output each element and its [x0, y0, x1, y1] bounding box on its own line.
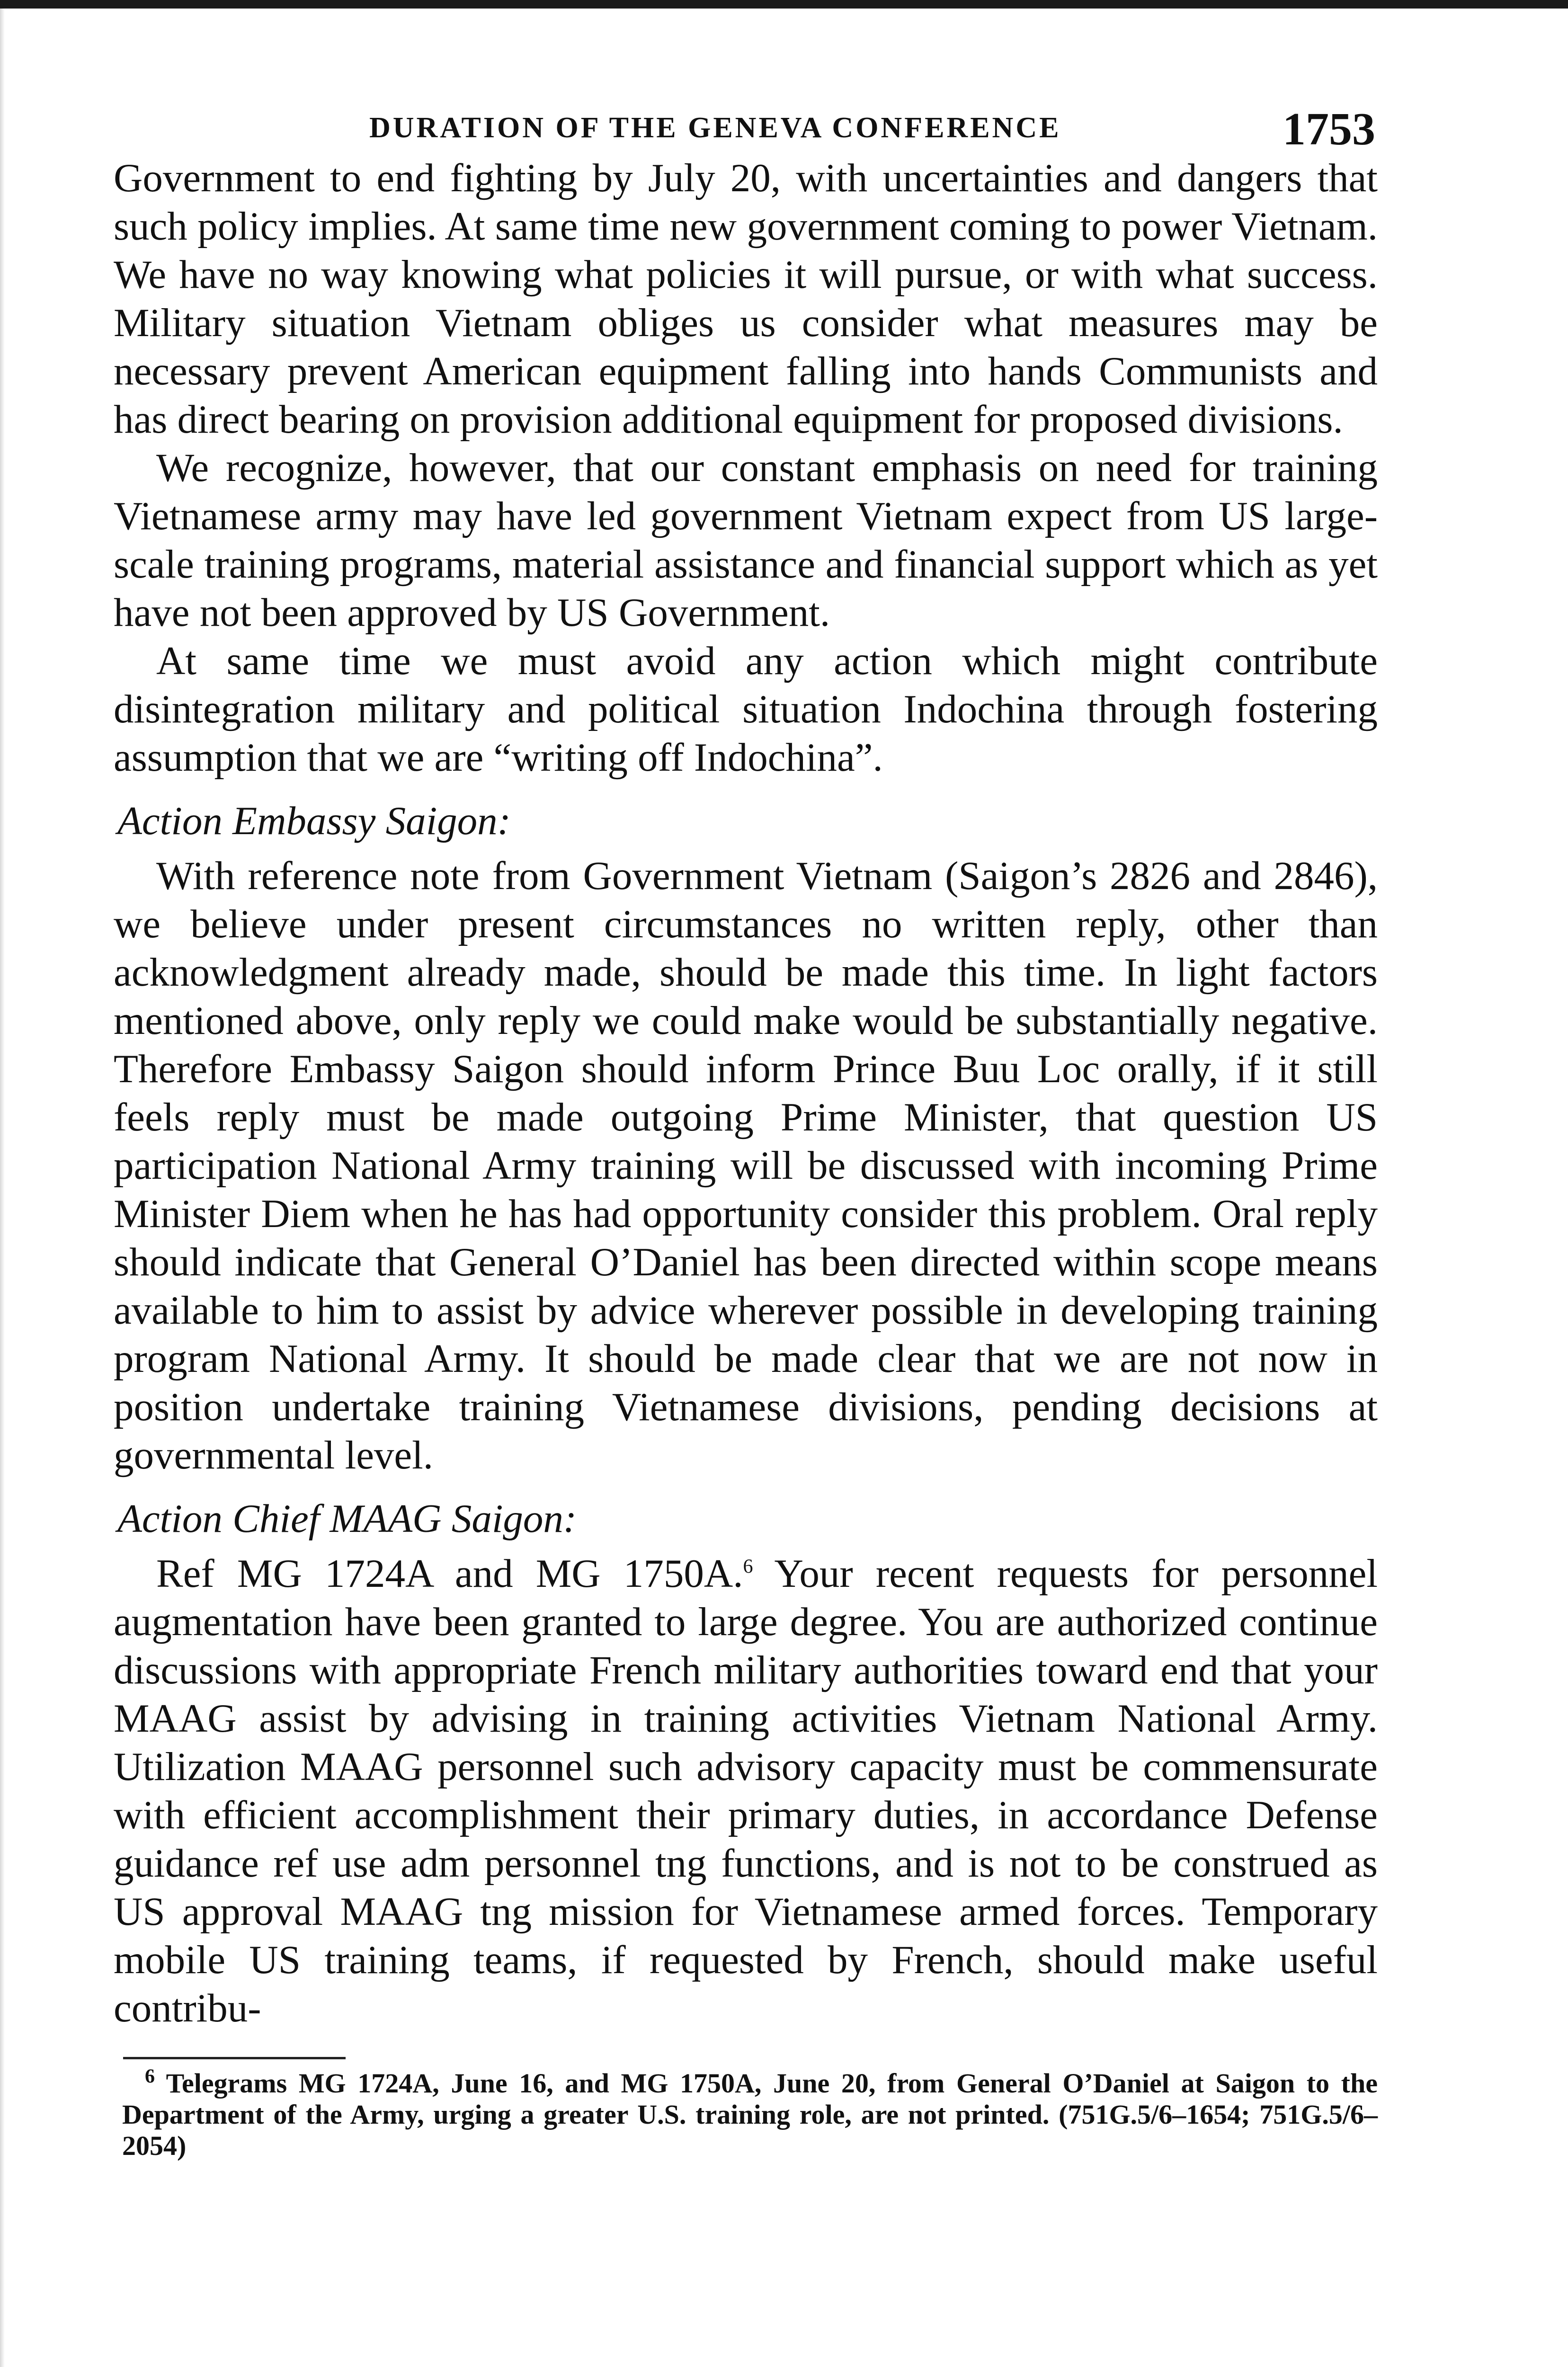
heading-action-chief-maag-saigon: Action Chief MAAG Saigon:	[117, 1496, 577, 1541]
footnote-divider	[123, 2057, 346, 2059]
body-text	[114, 154, 1378, 2032]
footnote	[114, 2065, 1378, 2162]
page-number: 1753	[1283, 104, 1375, 155]
footnote-text: Telegrams MG 1724A, June 16, and MG 1750A, June 20, from General O’Daniel at Saigon to the Department of the Army, urging a greater U.S. training role, are not printed. (751G.5/6–1654; 751G.5/6–2054)	[122, 2068, 1378, 2161]
footnote-reference-marker: 6	[743, 1556, 753, 1578]
running-title: DURATION OF THE GENEVA CONFERENCE	[369, 112, 1061, 144]
document-page	[114, 97, 1378, 2162]
top-scan-border	[0, 0, 1568, 9]
left-scan-edge	[0, 9, 5, 2367]
paragraph-5-rest: Your recent requests for personnel augmentation have been granted to large degree. You are authorized continue discussions with appropriate French military authorities toward end that your MAAG assist by advising in training activities Vietnam National Army. Utilization MAAG personnel such advisory capacity must be commensurate with efficient accomplishment their primary duties, in accordance Defense guidance ref use adm personnel tng functions, and is not to be construed as US approval MAAG tng mission for Vietnamese armed forces. Temporary mobile US training teams, if requested by French, should make useful contribu-	[114, 1551, 1378, 2030]
footnote-marker: 6	[145, 2065, 155, 2088]
paragraph-2: We recognize, however, that our constant emphasis on need for training Vietnamese army may have led government Vietnam expect from US large-scale training programs, material assistance and financial support which as yet have not been approved by US Government.	[114, 445, 1378, 635]
paragraph-3: At same time we must avoid any action which might contribute disintegration military and political situation Indochina through fostering assumption that we are “writing off Indochina”.	[114, 639, 1378, 780]
running-header	[114, 97, 1378, 154]
heading-action-embassy-saigon: Action Embassy Saigon:	[117, 799, 511, 843]
paragraph-1: Government to end fighting by July 20, with uncertainties and dangers that such policy implies. At same time new government coming to power Vietnam. We have no way knowing what policies it will pursue, or with what success. Military situation Vietnam obliges us consider what measures may be necessary prevent American equipment falling into hands Communists and has direct bearing on provision additional equipment for proposed divisions.	[114, 156, 1378, 442]
paragraph-5-start: Ref MG 1724A and MG 1750A.	[156, 1551, 743, 1596]
paragraph-5	[114, 1549, 1378, 2032]
paragraph-4: With reference note from Government Vietnam (Saigon’s 2826 and 2846), we believe under present circumstances no written reply, other than acknowledgment already made, should be made this time. In light factors mentioned above, only reply we could make would be substantially negative. Therefore Embassy Saigon should inform Prince Buu Loc orally, if it still feels reply must be made outgoing Prime Minister, that question US participation National Army training will be discussed with incoming Prime Minister Diem when he has had opportunity consider this problem. Oral reply should indicate that General O’Daniel has been directed within scope means available to him to assist by advice wherever possible in developing training program National Army. It should be made clear that we are not now in position undertake training Vietnamese divisions, pending decisions at governmental level.	[114, 854, 1378, 1477]
